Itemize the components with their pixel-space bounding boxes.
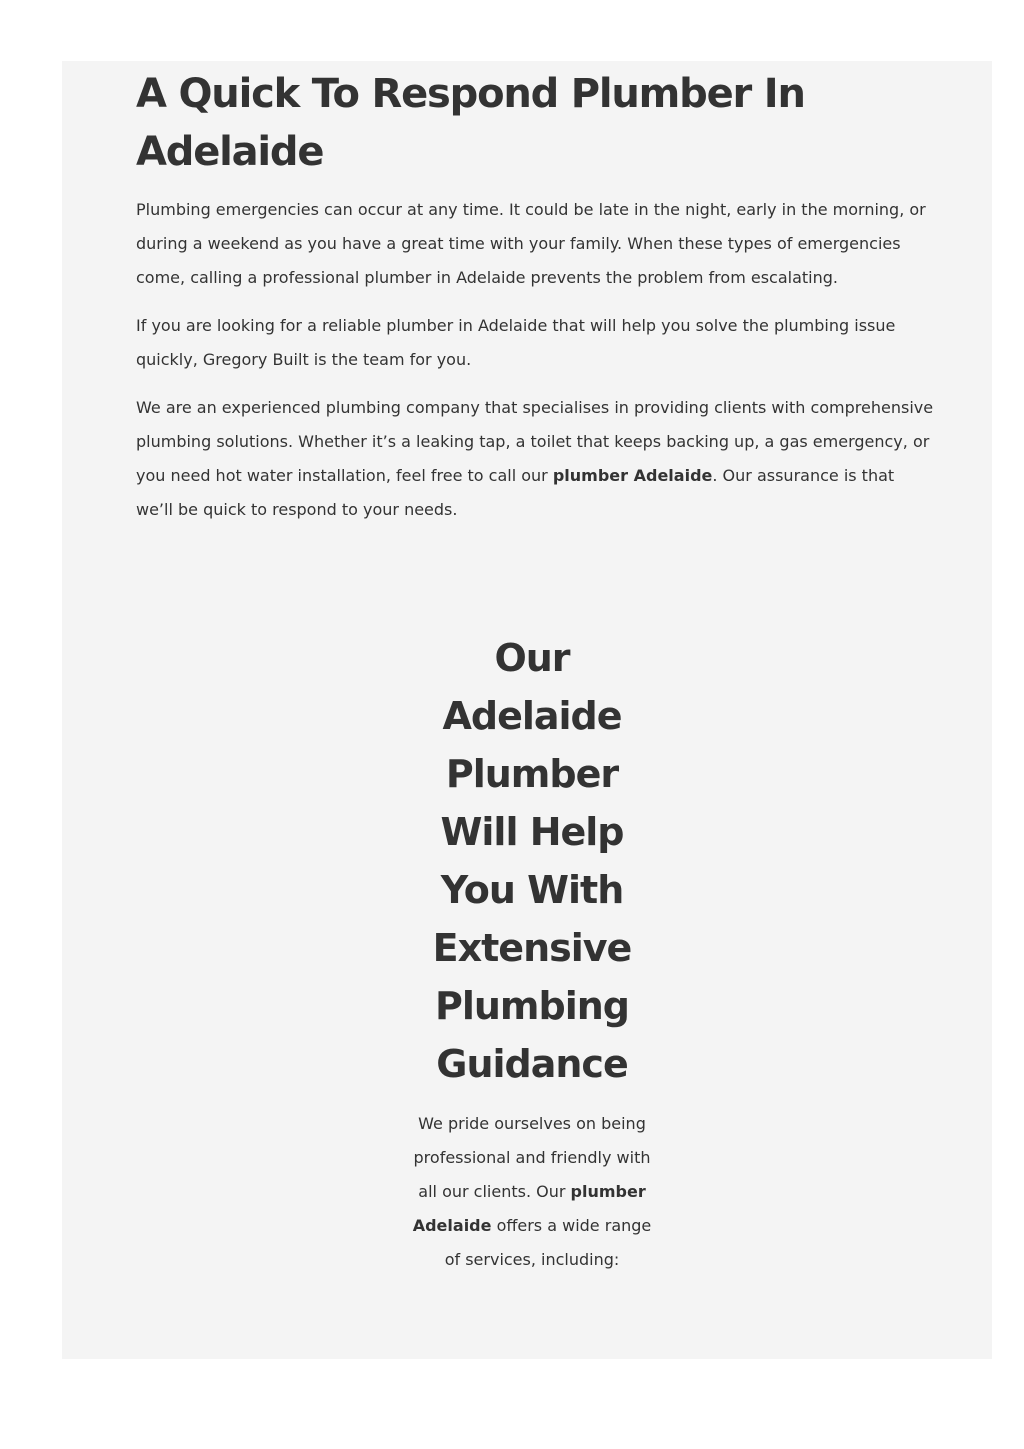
intro-paragraph-3-tail: . Our assurance is that we’ll be quick to respond to your needs. [136,466,895,519]
page-title: A Quick To Respond Plumber In Adelaide [136,71,805,175]
guidance-paragraph-tail: offers a wide range of services, including: [444,1216,652,1269]
guidance-section [402,629,662,1277]
intro-paragraph-3-text: We are an experienced plumbing company that specialises in providing clients with comprehensive plumbing solutions. Whether it’s a leaking tap, a toilet that keeps backing up, a gas emergency, or you need hot water installation, feel free to call our [136,398,934,485]
content-panel [62,61,992,1359]
plumber-adelaide-keyword: plumber Adelaide [552,466,713,485]
intro-paragraph-1: Plumbing emergencies can occur at any time. It could be late in the night, early in the morning, or during a weekend as you have a great time with your family. When these types of emergencies come, calling a professional plumber in Adelaide prevents the problem from escalating. [136,200,926,287]
guidance-paragraph-text: We pride ourselves on being professional and friendly with all our clients. Our [413,1114,651,1201]
plumber-adelaide-keyword-2: plumber Adelaide [412,1182,646,1235]
intro-paragraph-2: If you are looking for a reliable plumber in Adelaide that will help you solve the plumbing issue quickly, Gregory Built is the team for you. [136,316,896,369]
intro-paragraph-3 [136,391,936,527]
guidance-paragraph [412,1107,652,1277]
guidance-heading: Our Adelaide Plumber Will Help You With Extensive Plumbing Guidance [432,636,632,1086]
intro-section [136,61,936,527]
